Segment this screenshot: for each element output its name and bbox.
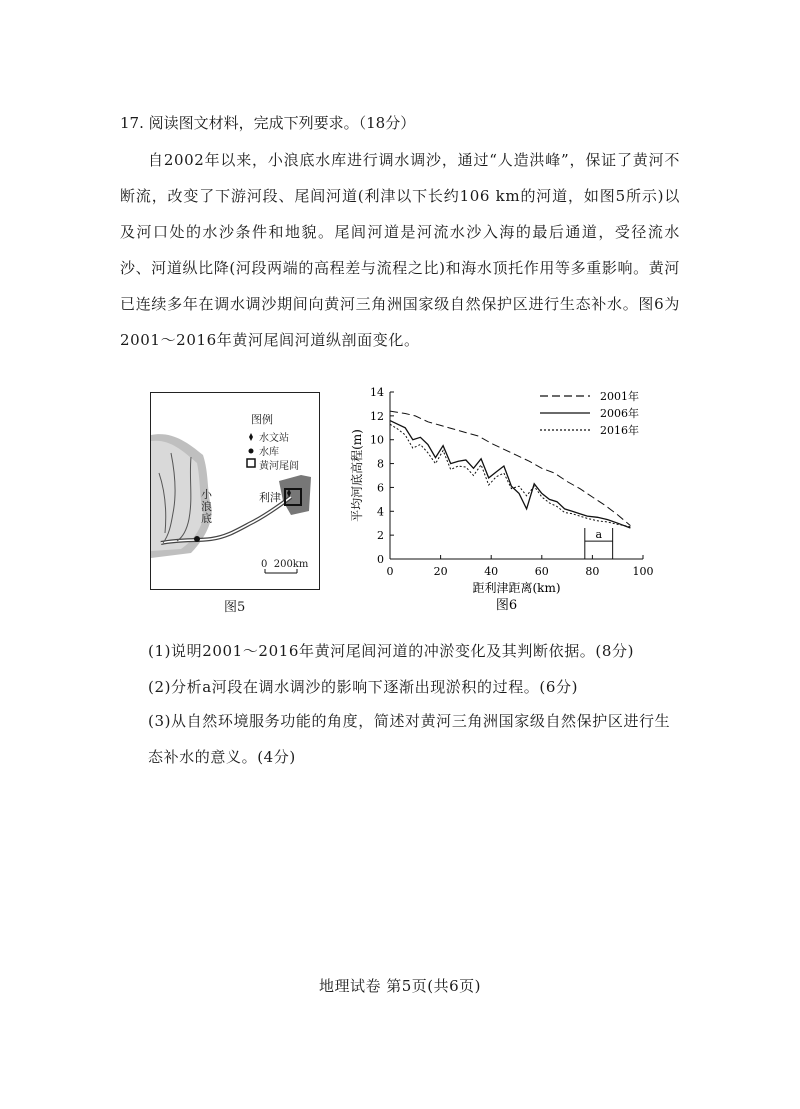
legend-label: 2001年	[600, 390, 639, 403]
sub-question-3: (3)从自然环境服务功能的角度，简述对黄河三角洲国家级自然保护区进行生态补水的意义。(4分)	[148, 712, 671, 766]
x-tick-label: 20	[433, 565, 448, 578]
y-tick-label: 6	[377, 481, 384, 495]
legend-item-reservoir: 水库	[259, 447, 279, 458]
series-line-2001年	[390, 411, 630, 525]
legend-tail-icon	[247, 459, 255, 467]
legend-item-station: 水文站	[259, 433, 289, 444]
legend-item-tail: 黄河尾闾	[259, 461, 299, 472]
y-tick-label: 14	[370, 386, 384, 399]
y-tick-label: 8	[377, 457, 384, 471]
y-tick-label: 10	[370, 433, 384, 447]
question-header: 17. 阅读图文材料，完成下列要求。（18分）	[120, 114, 416, 132]
x-tick-label: 100	[632, 565, 654, 578]
legend-label: 2016年	[600, 424, 639, 437]
scale-label: 0 200km	[261, 559, 309, 570]
annotation-label: a	[595, 528, 603, 542]
figure-5-map	[150, 392, 320, 590]
x-tick-label: 80	[585, 565, 600, 578]
question-material: 自2002年以来，小浪底水库进行调水调沙，通过“人造洪峰”，保证了黄河不断流，改变了下游河段、尾闾河道(利津以下长约106 km的河道，如图5所示)以及河口处的水沙条件和地貌。尾闾河道是河流水沙入海的最后通道，受径流水沙、河道纵比降(河段两端的高程差与流程之比)和海水顶托作用等多重影响。黄河已连续多年在调水调沙期间向黄河三角洲国家级自然保护区进行生态补水。图6为2001～2016年黄河尾闾河道纵剖面变化。	[120, 151, 680, 349]
x-tick-label: 60	[534, 565, 549, 578]
legend-reservoir-icon	[249, 449, 254, 454]
x-tick-label: 40	[484, 565, 499, 578]
x-axis-label: 距利津距离(km)	[472, 581, 561, 595]
figure-5-caption: 图5	[224, 600, 246, 615]
sub-question-1: (1)说明2001～2016年黄河尾闾河道的冲淤变化及其判断依据。(8分)	[148, 642, 635, 660]
figure-6-chart	[345, 380, 655, 620]
figure-6-caption: 图6	[495, 598, 518, 613]
page-footer: 地理试卷 第5页(共6页)	[318, 977, 482, 995]
series-line-2006年	[390, 421, 630, 528]
y-tick-label: 2	[377, 529, 384, 543]
y-tick-label: 0	[377, 553, 384, 566]
legend-label: 2006年	[600, 407, 639, 420]
label-lijin: 利津	[259, 491, 281, 504]
delta-area	[279, 475, 311, 515]
reservoir-dot	[194, 536, 200, 542]
y-axis-label: 平均河底高程(m)	[350, 429, 364, 522]
y-tick-label: 4	[377, 505, 384, 519]
series-line-2016年	[390, 424, 630, 527]
x-tick-label: 0	[386, 565, 394, 578]
y-tick-label: 12	[370, 409, 384, 423]
sub-question-2: (2)分析a河段在调水调沙的影响下逐渐出现淤积的过程。(6分)	[148, 678, 579, 696]
legend-title: 图例	[251, 413, 273, 426]
label-xiaolangdi: 小浪底	[201, 488, 212, 525]
legend-station-icon	[249, 433, 253, 441]
